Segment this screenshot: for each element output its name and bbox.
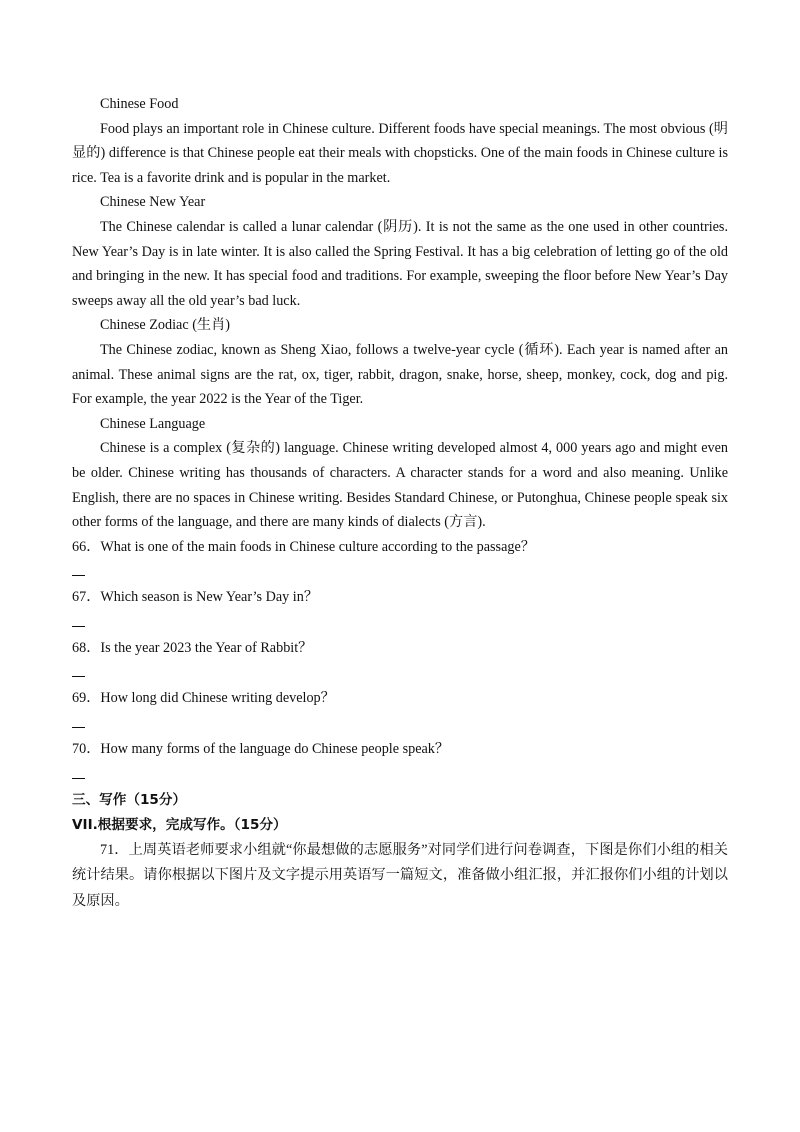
question-70: 70．How many forms of the language do Chinese people speak？ [72, 741, 450, 758]
question-68: 68．Is the year 2023 the Year of Rabbit？ [72, 639, 313, 656]
food-heading: Chinese Food [100, 96, 179, 112]
language-heading: Chinese Language [100, 415, 206, 432]
answer-blank-66[interactable] [72, 559, 728, 585]
answer-blank-68[interactable] [72, 660, 728, 686]
writing-task-71: 71．上周英语老师要求小组就“你最想做的志愿服务”对同学们进行问卷调查，下图是你们小组的相关统计结果。请你根据以下图片及文字提示用英语写一篇短文，准备做小组汇报，并汇报你们小组的计划以及原因。 [72, 841, 728, 909]
question-69: 69．How long did Chinese writing develop？ [72, 690, 335, 707]
zodiac-paragraph: The Chinese zodiac, known as Sheng Xiao, follows a twelve-year cycle (循环). Each year is named after an animal. These animal signs are the rat, ox, tiger, rabbit, dragon, snake, horse, sheep, monkey, cock, dog and pig. For example, the year 2022 is the Year of the Tiger. [72, 341, 728, 408]
zodiac-heading: Chinese Zodiac (生肖) [100, 317, 231, 334]
exam-page [72, 92, 728, 914]
question-66: 66．What is one of the main foods in Chinese culture according to the passage？ [72, 538, 535, 555]
answer-blank-67[interactable] [72, 610, 728, 636]
newyear-paragraph: The Chinese calendar is called a lunar calendar (阴历). It is not the same as the one used in other countries. New Year’s Day is in late winter. It is also called the Spring Festival. It has a big celebration of letting go of the old and bringing in the new. It has special food and traditions. For example, sweeping the floor before New Year’s Day sweeps away all the old year’s bad luck. [72, 218, 728, 309]
writing-subsection-title: VII.根据要求，完成写作。（15分） [72, 816, 287, 833]
answer-blank-70[interactable] [72, 762, 728, 788]
food-paragraph: Food plays an important role in Chinese culture. Different foods have special meanings. The most obvious (明显的) difference is that Chinese people eat their meals with chopsticks. One of the main foods in Chinese culture is rice. Tea is a favorite drink and is popular in the market. [72, 120, 728, 186]
question-67: 67．Which season is New Year’s Day in？ [72, 589, 319, 606]
answer-blank-69[interactable] [72, 711, 728, 737]
language-paragraph: Chinese is a complex (复杂的) language. Chinese writing developed almost 4, 000 years ago and might even be older. Chinese writing has thousands of characters. A character stands for a word and also meaning. Unlike English, there are no spaces in Chinese writing. Besides Standard Chinese, or Putonghua, Chinese people speak six other forms of the language, and there are many kinds of dialects (方言). [72, 440, 728, 531]
writing-section-title: 三、写作（15分） [72, 791, 187, 808]
newyear-heading: Chinese New Year [100, 194, 206, 211]
